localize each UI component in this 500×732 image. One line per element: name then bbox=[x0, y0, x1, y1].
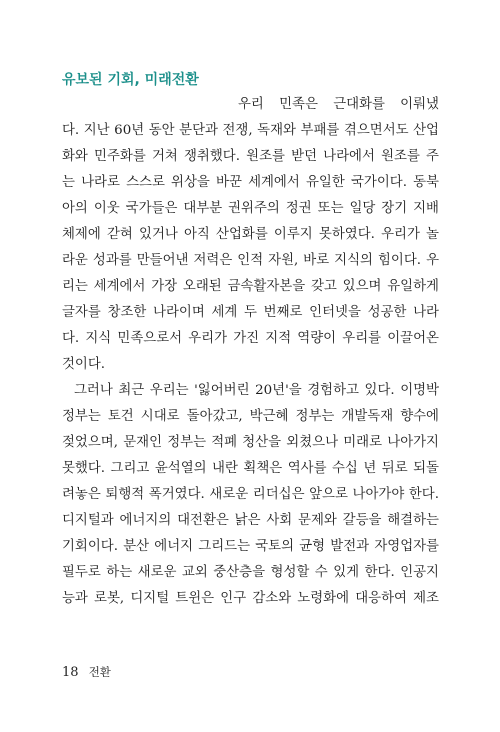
text-line: 려놓은 퇴행적 폭거였다. 새로운 리더십은 앞으로 나아가야 한다. bbox=[62, 487, 439, 502]
text-line: 그러나 최근 우리는 '잃어버린 20년'을 경험하고 있다. 이명박 bbox=[74, 383, 439, 398]
text-line: 글자를 창조한 나라이며 세계 두 번째로 인터넷을 성공한 나라 bbox=[62, 305, 439, 320]
text-line: 것이다. bbox=[62, 357, 106, 372]
text-line: 못했다. 그리고 윤석열의 내란 획책은 역사를 수십 년 뒤로 되돌 bbox=[62, 461, 439, 476]
text-line: 우리 민족은 근대화를 이뤄냈 bbox=[238, 97, 439, 112]
text-line: 젖었으며, 문재인 정부는 적폐 청산을 외쳤으나 미래로 나아가지 bbox=[62, 435, 439, 450]
text-line: 다. 지난 60년 동안 분단과 전쟁, 독재와 부패를 겪으면서도 산업 bbox=[62, 123, 439, 138]
paragraph-1 bbox=[62, 92, 439, 378]
text-line: 필두로 하는 새로운 교외 중산층을 형성할 수 있게 한다. 인공지 bbox=[62, 565, 439, 580]
page-number: 18 bbox=[62, 665, 79, 680]
text-line: 기회이다. 분산 에너지 그리드는 국토의 균형 발전과 자영업자를 bbox=[62, 539, 439, 554]
running-title: 전환 bbox=[88, 665, 111, 679]
page-footer bbox=[62, 664, 111, 680]
text-line: 다. 지식 민족으로서 우리가 가진 지적 역량이 우리를 이끌어온 bbox=[62, 331, 439, 346]
text-line: 리는 세계에서 가장 오래된 금속활자본을 갖고 있으며 유일하게 bbox=[62, 279, 439, 294]
text-line: 디지털과 에너지의 대전환은 낡은 사회 문제와 갈등을 해결하는 bbox=[62, 513, 439, 528]
text-line: 는 나라로 스스로 위상을 바꾼 세계에서 유일한 국가이다. 동북 bbox=[62, 175, 439, 190]
text-line: 능과 로봇, 디지털 트윈은 인구 감소와 노령화에 대응하여 제조 bbox=[62, 591, 439, 606]
paragraph-2 bbox=[62, 378, 439, 612]
body-text bbox=[62, 92, 439, 612]
text-line: 체제에 갇혀 있거나 아직 산업화를 이루지 못하였다. 우리가 놀 bbox=[62, 227, 439, 242]
section-heading: 유보된 기회, 미래전환 bbox=[62, 72, 199, 88]
text-line: 화와 민주화를 거쳐 쟁취했다. 원조를 받던 나라에서 원조를 주 bbox=[62, 149, 439, 164]
text-line: 정부는 토건 시대로 돌아갔고, 박근혜 정부는 개발독재 향수에 bbox=[62, 409, 439, 424]
text-line: 라운 성과를 만들어낸 저력은 인적 자원, 바로 지식의 힘이다. 우 bbox=[62, 253, 439, 268]
text-line: 아의 이웃 국가들은 대부분 권위주의 정권 또는 일당 장기 지배 bbox=[62, 201, 439, 216]
